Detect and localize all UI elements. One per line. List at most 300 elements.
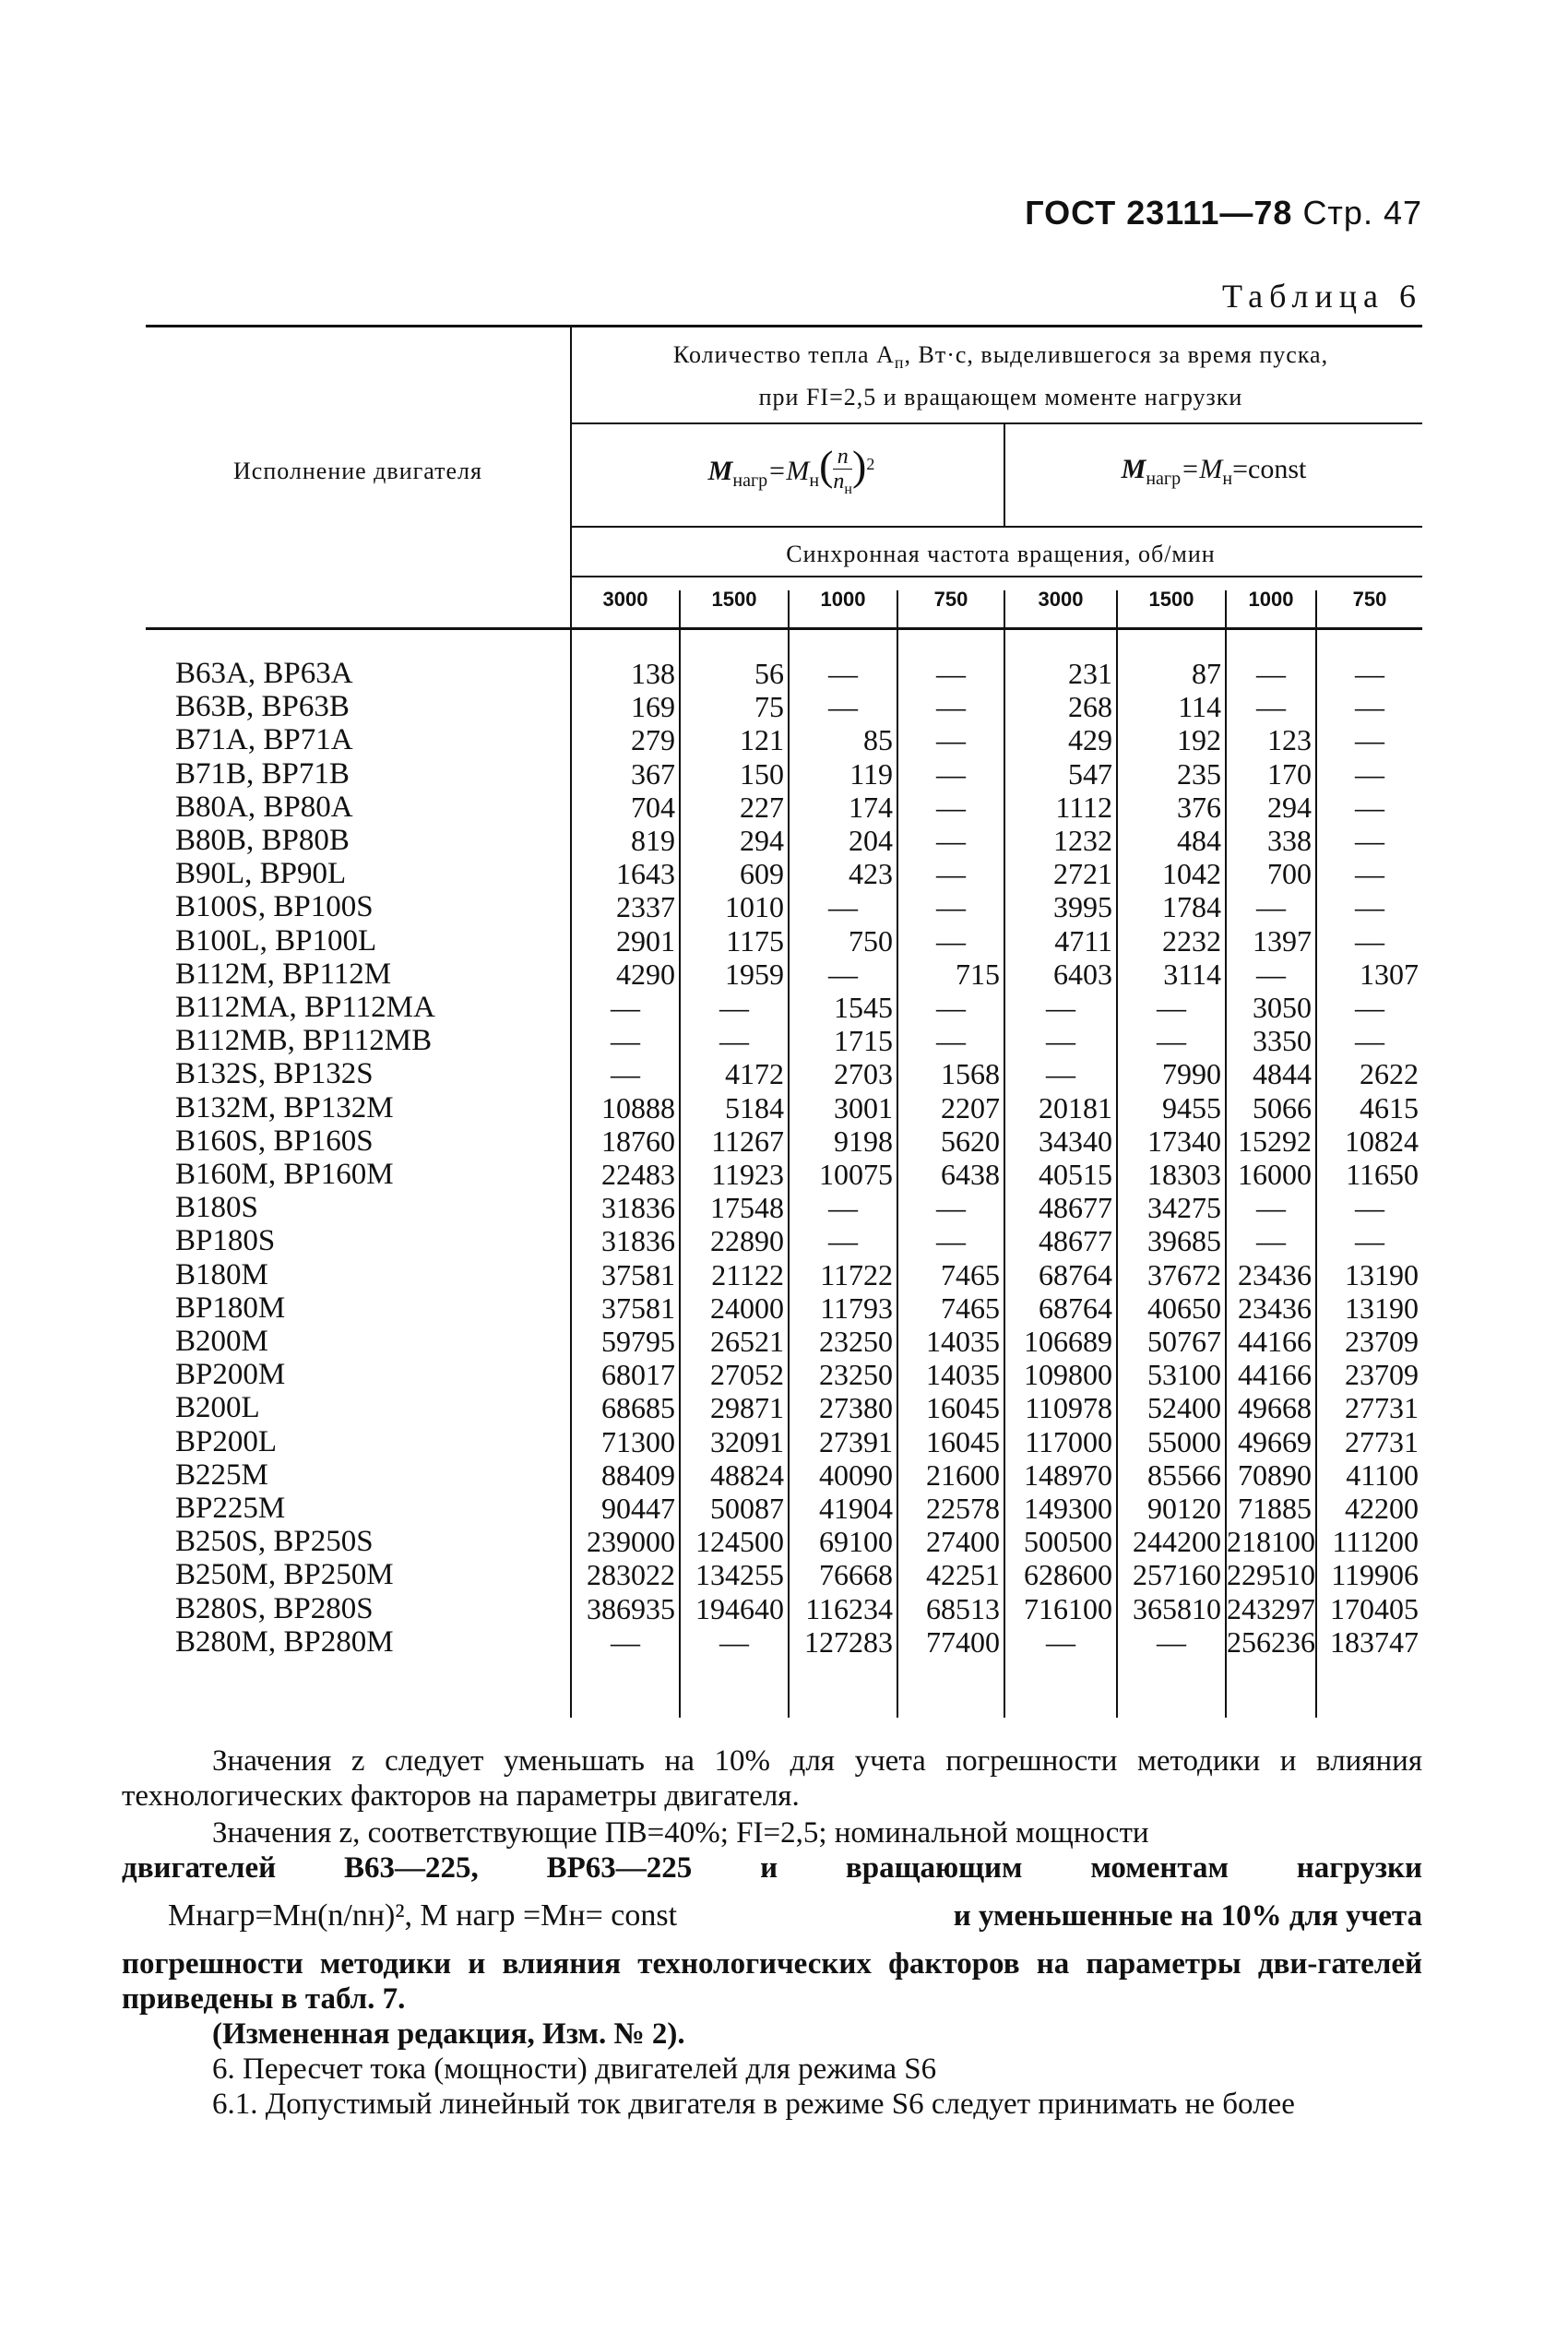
heat-value-cell: 367 bbox=[631, 756, 675, 791]
fr-tail: =const bbox=[1232, 454, 1307, 484]
heat-value-cell: 49668 bbox=[1238, 1391, 1312, 1425]
heat-value-cell: 4844 bbox=[1253, 1057, 1312, 1091]
heat-value-cell: 76668 bbox=[819, 1558, 893, 1592]
heat-value-cell: 2721 bbox=[1053, 857, 1112, 891]
heat-value-cell: 2232 bbox=[1162, 923, 1221, 958]
engine-name: В90L, ВР90L bbox=[175, 857, 347, 891]
heat-value-cell: 715 bbox=[956, 957, 1000, 991]
heat-value-cell: 39685 bbox=[1147, 1224, 1221, 1258]
heat-header-a: Количество тепла A bbox=[672, 341, 895, 368]
heat-value-cell: 11267 bbox=[711, 1124, 784, 1158]
engine-name: В112МВ, ВР112МВ bbox=[175, 1024, 433, 1058]
heat-value-cell: — bbox=[1256, 690, 1286, 724]
table-row bbox=[146, 757, 1422, 791]
sync-speed-header: Синхронная частота вращения, об/мин bbox=[786, 541, 1216, 567]
engine-name: В63А, ВР63А bbox=[175, 657, 353, 690]
heat-value-cell: 37581 bbox=[601, 1291, 675, 1325]
engine-name: В160S, ВР160S bbox=[175, 1124, 374, 1158]
heat-value-cell: 44166 bbox=[1238, 1325, 1312, 1358]
heat-value-cell: 283022 bbox=[587, 1558, 675, 1592]
heat-value-cell: 174 bbox=[849, 790, 893, 824]
engine-name: В280S, ВР280S bbox=[175, 1591, 374, 1625]
freq-header: 3000 bbox=[602, 588, 648, 611]
heat-value-cell: 6438 bbox=[941, 1158, 1000, 1191]
engine-name: В112М, ВР112М bbox=[175, 957, 392, 991]
heat-value-cell: 21600 bbox=[926, 1458, 1000, 1492]
heat-value-cell: — bbox=[611, 1057, 640, 1091]
inline-formula: Mнагр=Mн(n/nн)², M нагр =Mн= const bbox=[168, 1898, 678, 1933]
engine-name: В71В, ВР71В bbox=[175, 756, 350, 791]
heat-value-cell: 90120 bbox=[1147, 1492, 1221, 1525]
heat-value-cell: 1545 bbox=[834, 991, 893, 1024]
table-row bbox=[146, 1091, 1422, 1124]
heat-value-cell: 110978 bbox=[1025, 1391, 1112, 1425]
table-row bbox=[146, 1024, 1422, 1057]
heat-value-cell: 23436 bbox=[1238, 1257, 1312, 1291]
engine-name: В80А, ВР80А bbox=[175, 790, 353, 824]
heat-value-cell: 50767 bbox=[1147, 1325, 1221, 1358]
heat-value-cell: 244200 bbox=[1133, 1525, 1221, 1559]
header-rule-1 bbox=[570, 422, 1422, 424]
heat-value-cell: — bbox=[936, 824, 966, 857]
engine-name: В180М bbox=[175, 1257, 268, 1291]
table-row bbox=[146, 824, 1422, 857]
fl-eq: =M bbox=[767, 456, 810, 486]
edit-note: (Измененная редакция, Изм. № 2). bbox=[212, 2017, 685, 2051]
heat-value-cell: — bbox=[1256, 957, 1286, 991]
fl-denominator-sub: н bbox=[844, 482, 852, 497]
table-row bbox=[146, 958, 1422, 991]
heat-value-cell: — bbox=[936, 1024, 966, 1058]
heat-value-cell: — bbox=[1256, 657, 1286, 690]
heat-value-cell: 90447 bbox=[601, 1492, 675, 1525]
heat-value-cell: — bbox=[1157, 1624, 1186, 1659]
heat-value-cell: 218100 bbox=[1227, 1525, 1315, 1559]
heat-header-tail: , Вт·с, выделившегося за время пуска, bbox=[904, 341, 1329, 368]
table-row bbox=[146, 1592, 1422, 1625]
heat-value-cell: — bbox=[1355, 857, 1384, 891]
table-row bbox=[146, 1325, 1422, 1358]
engine-name: В112МА, ВР112МА bbox=[175, 991, 435, 1024]
heat-value-cell: 609 bbox=[740, 857, 784, 891]
heat-value-cell: 117000 bbox=[1025, 1424, 1112, 1458]
heat-value-cell: 5620 bbox=[941, 1124, 1000, 1158]
heat-value-cell: 5066 bbox=[1253, 1090, 1312, 1124]
heat-value-cell: 9198 bbox=[834, 1124, 893, 1158]
heat-value-cell: 68017 bbox=[601, 1358, 675, 1392]
formula-right bbox=[1005, 454, 1422, 490]
heat-value-cell: 119906 bbox=[1331, 1558, 1419, 1592]
engine-name: В100L, ВР100L bbox=[175, 923, 377, 958]
heat-value-cell: 294 bbox=[1267, 790, 1312, 824]
heat-value-cell: — bbox=[1256, 1191, 1286, 1225]
heat-value-cell: — bbox=[936, 890, 966, 924]
table-row bbox=[146, 1391, 1422, 1424]
heat-value-cell: — bbox=[828, 1224, 858, 1258]
paragraph-z-values-line4: погрешности методики и влияния технологических факторов на параметры дви-гателей приведены в табл. 7. bbox=[122, 1947, 1422, 2016]
heat-value-cell: 204 bbox=[849, 824, 893, 857]
heat-value-cell: 2622 bbox=[1360, 1057, 1419, 1091]
heat-value-cell: 16000 bbox=[1238, 1158, 1312, 1191]
table-row bbox=[146, 1425, 1422, 1458]
heat-value-cell: 704 bbox=[631, 790, 675, 824]
paragraph-z-values-line2: двигателей В63—225, ВР63—225 и вращающим моментам нагрузки bbox=[122, 1851, 1422, 1885]
engine-name: В250S, ВР250S bbox=[175, 1525, 374, 1559]
heat-value-cell: — bbox=[936, 790, 966, 824]
table-row bbox=[146, 857, 1422, 890]
heat-header-sub: п bbox=[894, 353, 905, 373]
heat-value-cell: 24000 bbox=[710, 1291, 784, 1325]
table-row bbox=[146, 1158, 1422, 1191]
heat-value-cell: 170405 bbox=[1330, 1591, 1419, 1625]
heat-value-cell: 22578 bbox=[926, 1492, 1000, 1525]
fl-numerator: n bbox=[833, 445, 852, 470]
engine-name: В80В, ВР80В bbox=[175, 824, 350, 857]
heat-header-line-1 bbox=[579, 338, 1422, 380]
fr-sub2: н bbox=[1222, 469, 1233, 489]
table-row bbox=[146, 1492, 1422, 1525]
fl-sub: нагр bbox=[732, 470, 768, 491]
table-row bbox=[146, 1291, 1422, 1325]
heat-value-cell: 148970 bbox=[1024, 1458, 1112, 1492]
heat-value-cell: 13190 bbox=[1345, 1257, 1419, 1291]
table-row bbox=[146, 1558, 1422, 1591]
heat-value-cell: 9455 bbox=[1162, 1090, 1221, 1124]
heat-value-cell: 26521 bbox=[710, 1325, 784, 1358]
heat-value-cell: 3350 bbox=[1253, 1024, 1312, 1058]
engine-name: ВР180S bbox=[175, 1224, 276, 1258]
heat-value-cell: 34340 bbox=[1039, 1124, 1112, 1158]
engine-name: В200L bbox=[175, 1391, 260, 1425]
heat-value-cell: 127283 bbox=[804, 1624, 893, 1659]
heat-value-cell: 14035 bbox=[926, 1325, 1000, 1358]
heat-value-cell: 134255 bbox=[695, 1558, 784, 1592]
heat-value-cell: — bbox=[1046, 991, 1075, 1024]
engine-name: ВР225М bbox=[175, 1492, 286, 1525]
heat-value-cell: 11923 bbox=[711, 1158, 784, 1191]
freq-header: 1000 bbox=[1248, 588, 1294, 611]
heat-value-cell: — bbox=[1046, 1024, 1075, 1058]
heat-value-cell: 547 bbox=[1068, 756, 1112, 791]
heat-value-cell: 1959 bbox=[725, 957, 784, 991]
freq-header: 1000 bbox=[820, 588, 866, 611]
heat-value-cell: 68685 bbox=[601, 1391, 675, 1425]
fr-eq: =M bbox=[1181, 454, 1223, 484]
heat-value-cell: — bbox=[1355, 923, 1384, 958]
heat-value-cell: 41100 bbox=[1346, 1458, 1419, 1492]
heat-value-cell: 10824 bbox=[1345, 1124, 1419, 1158]
engine-name: В180S bbox=[175, 1191, 258, 1225]
body-text bbox=[122, 1743, 1422, 2122]
table-row bbox=[146, 1224, 1422, 1257]
heat-value-cell: — bbox=[828, 957, 858, 991]
heat-value-cell: — bbox=[936, 690, 966, 724]
heat-value-cell: 27400 bbox=[926, 1525, 1000, 1559]
heat-value-cell: — bbox=[936, 723, 966, 757]
table-row bbox=[146, 890, 1422, 923]
heat-value-cell: — bbox=[1256, 1224, 1286, 1258]
section-6-1: 6.1. Допустимый линейный ток двигателя в режиме S6 следует принимать не более bbox=[212, 2088, 1295, 2121]
heat-value-cell: 183747 bbox=[1330, 1624, 1419, 1659]
section-6-title: 6. Пересчет тока (мощности) двигателей для режима S6 bbox=[212, 2052, 937, 2086]
heat-value-cell: 628600 bbox=[1024, 1558, 1112, 1592]
heat-value-cell: 4290 bbox=[616, 957, 675, 991]
heat-value-cell: 48677 bbox=[1039, 1224, 1112, 1258]
heat-value-cell: — bbox=[936, 756, 966, 791]
fl-sub2: н bbox=[809, 470, 820, 491]
fl-exponent: 2 bbox=[866, 455, 875, 473]
heat-value-cell: 27731 bbox=[1345, 1391, 1419, 1425]
heat-value-cell: — bbox=[1046, 1624, 1075, 1659]
heat-value-cell: 77400 bbox=[926, 1624, 1000, 1659]
heat-value-cell: 11722 bbox=[820, 1257, 893, 1291]
freq-header: 3000 bbox=[1038, 588, 1084, 611]
engine-name: ВР200М bbox=[175, 1358, 286, 1392]
heat-value-cell: 40650 bbox=[1147, 1291, 1221, 1325]
heat-value-cell: 750 bbox=[849, 923, 893, 958]
header-bottom-rule bbox=[146, 627, 1422, 630]
heat-value-cell: 68764 bbox=[1039, 1291, 1112, 1325]
heat-value-cell: 17548 bbox=[710, 1191, 784, 1225]
heat-value-cell: — bbox=[1157, 991, 1186, 1024]
heat-value-cell: 27052 bbox=[710, 1358, 784, 1392]
heat-value-cell: 3114 bbox=[1163, 957, 1221, 991]
heat-value-cell: 1232 bbox=[1053, 824, 1112, 857]
heat-value-cell: 365810 bbox=[1133, 1591, 1221, 1625]
heat-value-cell: 268 bbox=[1068, 690, 1112, 724]
table-row bbox=[146, 791, 1422, 824]
engine-name: В160М, ВР160М bbox=[175, 1158, 394, 1191]
heat-value-cell: 22483 bbox=[601, 1158, 675, 1191]
heat-value-cell: 22890 bbox=[710, 1224, 784, 1258]
table-row bbox=[146, 657, 1422, 690]
heat-value-cell: 42251 bbox=[926, 1558, 1000, 1592]
heat-table bbox=[146, 325, 1422, 1718]
heat-value-cell: 10888 bbox=[601, 1090, 675, 1124]
heat-value-cell: 87 bbox=[1192, 657, 1221, 690]
heat-value-cell: 700 bbox=[1267, 857, 1312, 891]
heat-value-cell: — bbox=[1355, 1191, 1384, 1225]
heat-value-cell: 48677 bbox=[1039, 1191, 1112, 1225]
heat-value-cell: 71885 bbox=[1238, 1492, 1312, 1525]
fr-sub: нагр bbox=[1146, 469, 1182, 489]
heat-value-cell: 114 bbox=[1178, 690, 1221, 724]
table-row bbox=[146, 1057, 1422, 1090]
fl-denominator: n bbox=[833, 470, 845, 494]
table-row bbox=[146, 1625, 1422, 1659]
heat-value-cell: 37672 bbox=[1147, 1257, 1221, 1291]
heat-value-cell: 23709 bbox=[1345, 1358, 1419, 1392]
heat-value-cell: 1042 bbox=[1162, 857, 1221, 891]
heat-value-cell: 1784 bbox=[1162, 890, 1221, 924]
heat-value-cell: 29871 bbox=[710, 1391, 784, 1425]
heat-value-cell: 49669 bbox=[1238, 1424, 1312, 1458]
table-row bbox=[146, 1525, 1422, 1558]
heat-value-cell: 71300 bbox=[601, 1424, 675, 1458]
heat-value-cell: 23709 bbox=[1345, 1325, 1419, 1358]
table-row bbox=[146, 690, 1422, 723]
freq-header: 1500 bbox=[1148, 588, 1194, 611]
heat-value-cell: 7465 bbox=[941, 1291, 1000, 1325]
heat-value-cell: 235 bbox=[1177, 756, 1221, 791]
heat-value-cell: 1397 bbox=[1253, 923, 1312, 958]
engine-name: В71А, ВР71А bbox=[175, 723, 353, 757]
heat-value-cell: 338 bbox=[1267, 824, 1312, 857]
heat-value-cell: 376 bbox=[1177, 790, 1221, 824]
heat-value-cell: 27391 bbox=[819, 1424, 893, 1458]
header-rule-2 bbox=[570, 526, 1422, 528]
heat-value-cell: — bbox=[719, 1024, 749, 1058]
heat-value-cell: 32091 bbox=[710, 1424, 784, 1458]
heat-value-cell: 119 bbox=[849, 756, 893, 791]
heat-value-cell: — bbox=[1355, 1224, 1384, 1258]
header-rule-3 bbox=[570, 576, 1422, 577]
heat-value-cell: 1643 bbox=[616, 857, 675, 891]
heat-value-cell: 1715 bbox=[834, 1024, 893, 1058]
table-row bbox=[146, 991, 1422, 1024]
heat-value-cell: — bbox=[1355, 690, 1384, 724]
heat-value-cell: — bbox=[1355, 657, 1384, 690]
heat-value-cell: — bbox=[936, 1191, 966, 1225]
engine-name: ВР200L bbox=[175, 1424, 278, 1458]
heat-value-cell: 111200 bbox=[1332, 1525, 1419, 1559]
engine-name: ВР180М bbox=[175, 1291, 286, 1325]
table-row bbox=[146, 1124, 1422, 1158]
heat-value-cell: 56 bbox=[754, 657, 784, 690]
heat-value-cell: 169 bbox=[631, 690, 675, 724]
heat-value-cell: 27380 bbox=[819, 1391, 893, 1425]
heat-value-cell: — bbox=[1355, 723, 1384, 757]
heat-value-cell: 484 bbox=[1177, 824, 1221, 857]
table-top-rule bbox=[146, 325, 1422, 327]
heat-value-cell: — bbox=[1157, 1024, 1186, 1058]
header-title: ГОСТ 23111—78 bbox=[1025, 194, 1293, 232]
paragraph-z-reduction: Значения z следует уменьшать на 10% для учета погрешности методики и влияния технологических факторов на параметры двигателя. bbox=[122, 1744, 1422, 1813]
heat-value-cell: — bbox=[1355, 890, 1384, 924]
heat-value-cell: 170 bbox=[1267, 756, 1312, 791]
heat-value-cell: 34275 bbox=[1147, 1191, 1221, 1225]
table-row bbox=[146, 723, 1422, 756]
heat-value-cell: 41904 bbox=[819, 1492, 893, 1525]
heat-value-cell: 386935 bbox=[587, 1591, 675, 1625]
heat-value-cell: 3050 bbox=[1253, 991, 1312, 1024]
heat-value-cell: 4711 bbox=[1054, 923, 1112, 958]
heat-value-cell: — bbox=[936, 657, 966, 690]
heat-value-cell: 21122 bbox=[711, 1257, 784, 1291]
table-row bbox=[146, 1458, 1422, 1492]
fr-m: M bbox=[1121, 454, 1146, 484]
heat-value-cell: 18760 bbox=[601, 1124, 675, 1158]
heat-value-cell: — bbox=[828, 890, 858, 924]
heat-value-cell: — bbox=[611, 991, 640, 1024]
heat-value-cell: 15292 bbox=[1238, 1124, 1312, 1158]
engine-name: В132S, ВР132S bbox=[175, 1057, 374, 1091]
heat-value-cell: 121 bbox=[740, 723, 784, 757]
heat-value-cell: 13190 bbox=[1345, 1291, 1419, 1325]
heat-value-cell: 16045 bbox=[926, 1391, 1000, 1425]
heat-value-cell: 229510 bbox=[1227, 1558, 1315, 1592]
heat-header-line-2: при FI=2,5 и вращающем моменте нагрузки bbox=[758, 384, 1243, 411]
heat-value-cell: 716100 bbox=[1024, 1591, 1112, 1625]
heat-value-cell: — bbox=[828, 1191, 858, 1225]
heat-value-cell: 69100 bbox=[819, 1525, 893, 1559]
engine-name: В280М, ВР280М bbox=[175, 1624, 394, 1659]
heat-value-cell: 50087 bbox=[710, 1492, 784, 1525]
heat-value-cell: 106689 bbox=[1024, 1325, 1112, 1358]
heat-value-cell: 3001 bbox=[834, 1090, 893, 1124]
heat-value-cell: 149300 bbox=[1024, 1492, 1112, 1525]
heat-value-cell: 194640 bbox=[695, 1591, 784, 1625]
heat-value-cell: 116234 bbox=[805, 1591, 893, 1625]
heat-value-cell: — bbox=[936, 991, 966, 1024]
heat-value-cell: 1175 bbox=[726, 923, 784, 958]
heat-value-cell: 6403 bbox=[1053, 957, 1112, 991]
heat-value-cell: 192 bbox=[1177, 723, 1221, 757]
heat-value-cell: 68764 bbox=[1039, 1257, 1112, 1291]
heat-value-cell: 150 bbox=[740, 756, 784, 791]
heat-value-cell: — bbox=[1355, 991, 1384, 1024]
heat-value-cell: 88409 bbox=[601, 1458, 675, 1492]
heat-value-cell: 10075 bbox=[819, 1158, 893, 1191]
heat-value-cell: 68513 bbox=[926, 1591, 1000, 1625]
heat-value-cell: 17340 bbox=[1147, 1124, 1221, 1158]
heat-value-cell: 59795 bbox=[601, 1325, 675, 1358]
heat-value-cell: — bbox=[936, 923, 966, 958]
heat-value-cell: 2901 bbox=[616, 923, 675, 958]
table-row bbox=[146, 1191, 1422, 1224]
engine-name: В132М, ВР132М bbox=[175, 1090, 394, 1124]
heat-value-cell: 70890 bbox=[1238, 1458, 1312, 1492]
heat-value-cell: 85 bbox=[863, 723, 893, 757]
table-row bbox=[146, 924, 1422, 958]
heat-value-cell: 123 bbox=[1267, 723, 1312, 757]
heat-value-cell: 423 bbox=[849, 857, 893, 891]
page-header bbox=[1025, 194, 1422, 232]
heat-value-cell: 279 bbox=[631, 723, 675, 757]
heat-value-cell: 52400 bbox=[1147, 1391, 1221, 1425]
heat-value-cell: — bbox=[1355, 790, 1384, 824]
heat-value-cell: 14035 bbox=[926, 1358, 1000, 1392]
heat-value-cell: — bbox=[936, 857, 966, 891]
heat-value-cell: 2703 bbox=[834, 1057, 893, 1091]
heat-value-cell: 23436 bbox=[1238, 1291, 1312, 1325]
heat-value-cell: 11650 bbox=[1346, 1158, 1419, 1191]
heat-value-cell: — bbox=[1355, 756, 1384, 791]
heat-value-cell: 227 bbox=[740, 790, 784, 824]
heat-value-cell: 37581 bbox=[601, 1257, 675, 1291]
engine-name: В225М bbox=[175, 1458, 268, 1492]
heat-value-cell: 55000 bbox=[1147, 1424, 1221, 1458]
heat-value-cell: — bbox=[1256, 890, 1286, 924]
heat-value-cell: 4615 bbox=[1360, 1090, 1419, 1124]
heat-value-cell: 256236 bbox=[1227, 1624, 1315, 1659]
heat-value-cell: 85566 bbox=[1147, 1458, 1221, 1492]
heat-value-cell: 1112 bbox=[1055, 790, 1112, 824]
heat-value-cell: 243297 bbox=[1227, 1591, 1315, 1625]
heat-value-cell: 4172 bbox=[725, 1057, 784, 1091]
heat-value-cell: 1010 bbox=[725, 890, 784, 924]
heat-value-cell: 48824 bbox=[710, 1458, 784, 1492]
heat-value-cell: 53100 bbox=[1147, 1358, 1221, 1392]
heat-value-cell: 44166 bbox=[1238, 1358, 1312, 1392]
heat-value-cell: — bbox=[828, 690, 858, 724]
heat-value-cell: 31836 bbox=[601, 1191, 675, 1225]
heat-value-cell: 231 bbox=[1068, 657, 1112, 690]
heat-value-cell: 11793 bbox=[820, 1291, 893, 1325]
table-caption: Таблица 6 bbox=[1222, 278, 1422, 315]
heat-value-cell: 42200 bbox=[1345, 1492, 1419, 1525]
formula-left: $M_{нагр}=M_н$( n $n_н$ )$^2$ bbox=[707, 442, 875, 497]
